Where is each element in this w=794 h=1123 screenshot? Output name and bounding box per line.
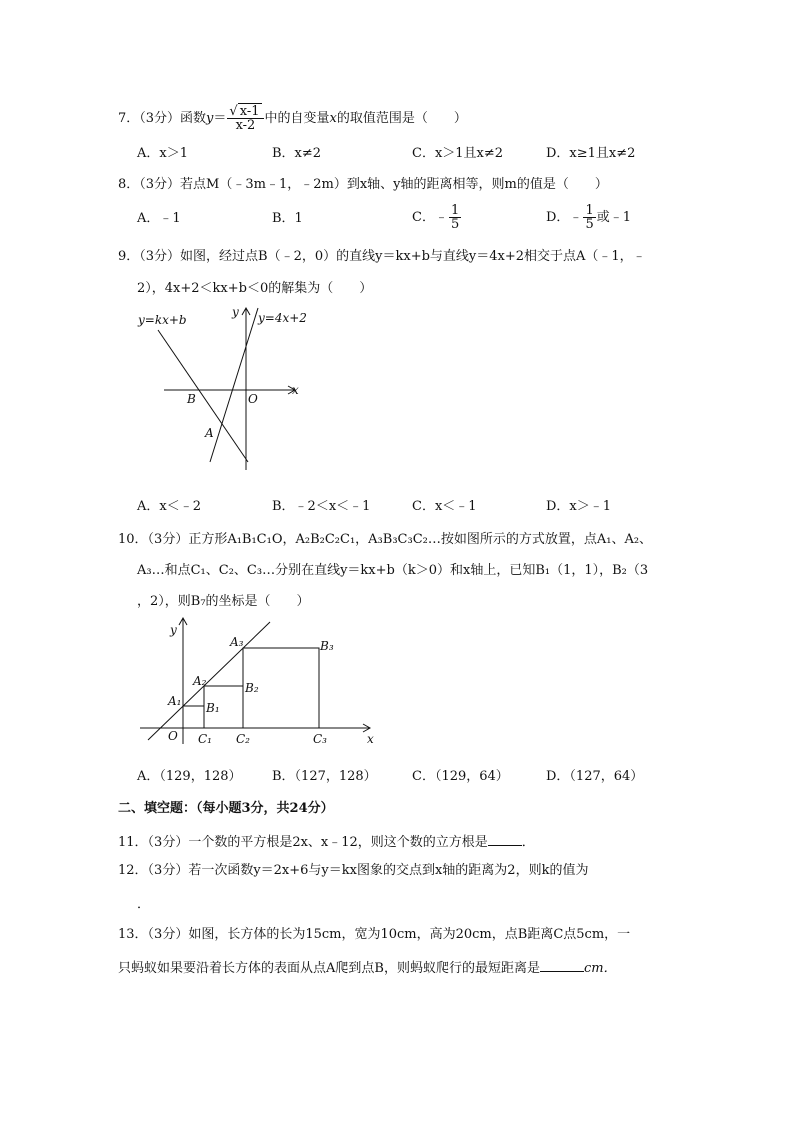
q10-label-a2: A₂ bbox=[193, 674, 207, 688]
q11-answer-blank[interactable] bbox=[488, 831, 522, 846]
q10-label-c1: C₁ bbox=[198, 732, 212, 746]
q10-stem-line3: ，2），则B₇的坐标是（ ） bbox=[137, 594, 310, 609]
q13-answer-blank[interactable] bbox=[540, 957, 584, 972]
q10-option-c[interactable]: C．（129，64） bbox=[412, 769, 509, 784]
q10-square-1 bbox=[183, 706, 204, 728]
q10-stem-line2: A₃…和点C₁、C₂、C₃…分别在直线y＝kx+b（k＞0）和x轴上，已知B₁（1，1），B₂（3 bbox=[137, 563, 649, 578]
q10-option-a[interactable]: A．（129，128） bbox=[137, 769, 242, 784]
q9-stem-line1: 9．（3分）如图，经过点B（﹣2，0）的直线y＝kx+b与直线y＝4x+2相交于点A（﹣1，﹣ bbox=[118, 249, 646, 264]
q7-equals: ＝ bbox=[213, 111, 227, 126]
q10-label-c2: C₂ bbox=[236, 732, 250, 746]
q9-label-y: y bbox=[232, 305, 239, 319]
q13-stem-line2 bbox=[118, 957, 617, 978]
q10-option-b[interactable]: B．（127，128） bbox=[272, 769, 377, 784]
q10-label-a1: A₁ bbox=[168, 694, 182, 708]
q8-option-d[interactable] bbox=[546, 204, 631, 231]
q11-text: 11．（3分）一个数的平方根是2x、x﹣12，则这个数的立方根是 bbox=[118, 835, 488, 850]
q9-stem-line2: 2），4x+2＜kx+b＜0的解集为（ ） bbox=[137, 281, 373, 296]
q8-option-b[interactable]: B．1 bbox=[272, 211, 303, 226]
q10-label-b1: B₁ bbox=[206, 701, 220, 715]
q12-stem-line1: 12．（3分）若一次函数y＝2x+6与y＝kx图象的交点到x轴的距离为2，则k的值为 bbox=[118, 863, 589, 878]
q8-c-numerator: 1 bbox=[450, 203, 460, 218]
q9-label-x: x bbox=[292, 383, 299, 397]
q8-option-c[interactable] bbox=[412, 204, 462, 231]
q9-option-c[interactable]: C．x＜﹣1 bbox=[412, 499, 477, 514]
q7-denominator: x-2 bbox=[235, 118, 256, 133]
q9-label-o: O bbox=[248, 392, 258, 406]
q8-c-denominator: 5 bbox=[450, 217, 460, 232]
q10-label-c3: C₃ bbox=[313, 732, 327, 746]
q8-option-a[interactable]: A．﹣1 bbox=[137, 211, 181, 226]
q10-figure bbox=[130, 612, 390, 752]
q10-option-d[interactable]: D．（127，64） bbox=[546, 769, 644, 784]
q8-option-d-prefix: D．﹣ bbox=[546, 210, 583, 225]
q13-unit: cm． bbox=[583, 961, 617, 976]
q10-label-b3: B₃ bbox=[320, 639, 334, 653]
q10-label-o: O bbox=[168, 729, 178, 743]
q7-text-a: 中的自变量 bbox=[264, 111, 330, 126]
q12-end: ． bbox=[137, 897, 151, 912]
q8-option-c-prefix: C．﹣ bbox=[412, 210, 448, 225]
q7-sqrt: x-1 bbox=[239, 104, 260, 119]
q7-numerator: √ x-1 bbox=[227, 105, 263, 119]
q10-label-y: y bbox=[170, 623, 177, 637]
q8-option-c-fraction bbox=[449, 204, 461, 231]
q13-stem-line1: 13．（3分）如图，长方体的长为15cm，宽为10cm，高为20cm，点B距离C点5cm，一 bbox=[118, 927, 631, 942]
q7-option-d[interactable]: D．x≥1且x≠2 bbox=[546, 146, 636, 161]
q9-label-kx-b: y=kx+b bbox=[138, 313, 187, 327]
q7-stem bbox=[118, 105, 467, 132]
q7-option-a[interactable]: A．x＞1 bbox=[137, 146, 188, 161]
q9-option-d[interactable]: D．x＞﹣1 bbox=[546, 499, 612, 514]
q8-d-numerator: 1 bbox=[585, 203, 594, 218]
q8-option-d-suffix: 或﹣1 bbox=[596, 210, 631, 225]
q10-stem-line1: 10．（3分）正方形A₁B₁C₁O，A₂B₂C₂C₁，A₃B₃C₃C₂…按如图所示的方式放置，点A₁、A₂、 bbox=[118, 532, 653, 547]
q8-option-d-fraction bbox=[583, 204, 595, 231]
q7-number: 7．（3分）函数 bbox=[118, 111, 207, 126]
q13-text: 只蚂蚁如果要沿着长方体的表面从点A爬到点B，则蚂蚁爬行的最短距离是 bbox=[118, 961, 540, 976]
q9-label-b: B bbox=[187, 392, 196, 406]
q7-fraction bbox=[227, 105, 263, 132]
q8-stem: 8．（3分）若点M（﹣3m﹣1，﹣2m）到x轴、y轴的距离相等，则m的值是（ ） bbox=[118, 177, 608, 192]
q9-figure bbox=[130, 300, 310, 480]
q9-line-4x-2 bbox=[210, 308, 258, 462]
q7-var-x: x bbox=[329, 111, 337, 126]
q9-line-kx-b bbox=[158, 330, 248, 462]
q7-option-c[interactable]: C．x＞1且x≠2 bbox=[412, 146, 504, 161]
q7-option-b[interactable]: B．x≠2 bbox=[272, 146, 322, 161]
section-2-heading: 二、填空题：（每小题3分，共24分） bbox=[118, 801, 334, 816]
q9-option-a[interactable]: A．x＜﹣2 bbox=[137, 499, 201, 514]
q9-option-b[interactable]: B．﹣2＜x＜﹣1 bbox=[272, 499, 371, 514]
q10-label-x: x bbox=[367, 732, 374, 746]
q7-text-b: 的取值范围是（ ） bbox=[336, 111, 467, 126]
q10-label-b2: B₂ bbox=[245, 681, 259, 695]
q9-label-4x-2: y=4x+2 bbox=[258, 311, 307, 325]
q10-label-a3: A₃ bbox=[230, 635, 244, 649]
q8-d-denominator: 5 bbox=[585, 217, 594, 232]
q11-end: ． bbox=[521, 835, 535, 850]
q9-label-a: A bbox=[205, 426, 214, 440]
q12-stem-line2 bbox=[137, 893, 150, 914]
q7-var-y: y bbox=[206, 111, 214, 126]
q11-stem bbox=[118, 831, 535, 852]
